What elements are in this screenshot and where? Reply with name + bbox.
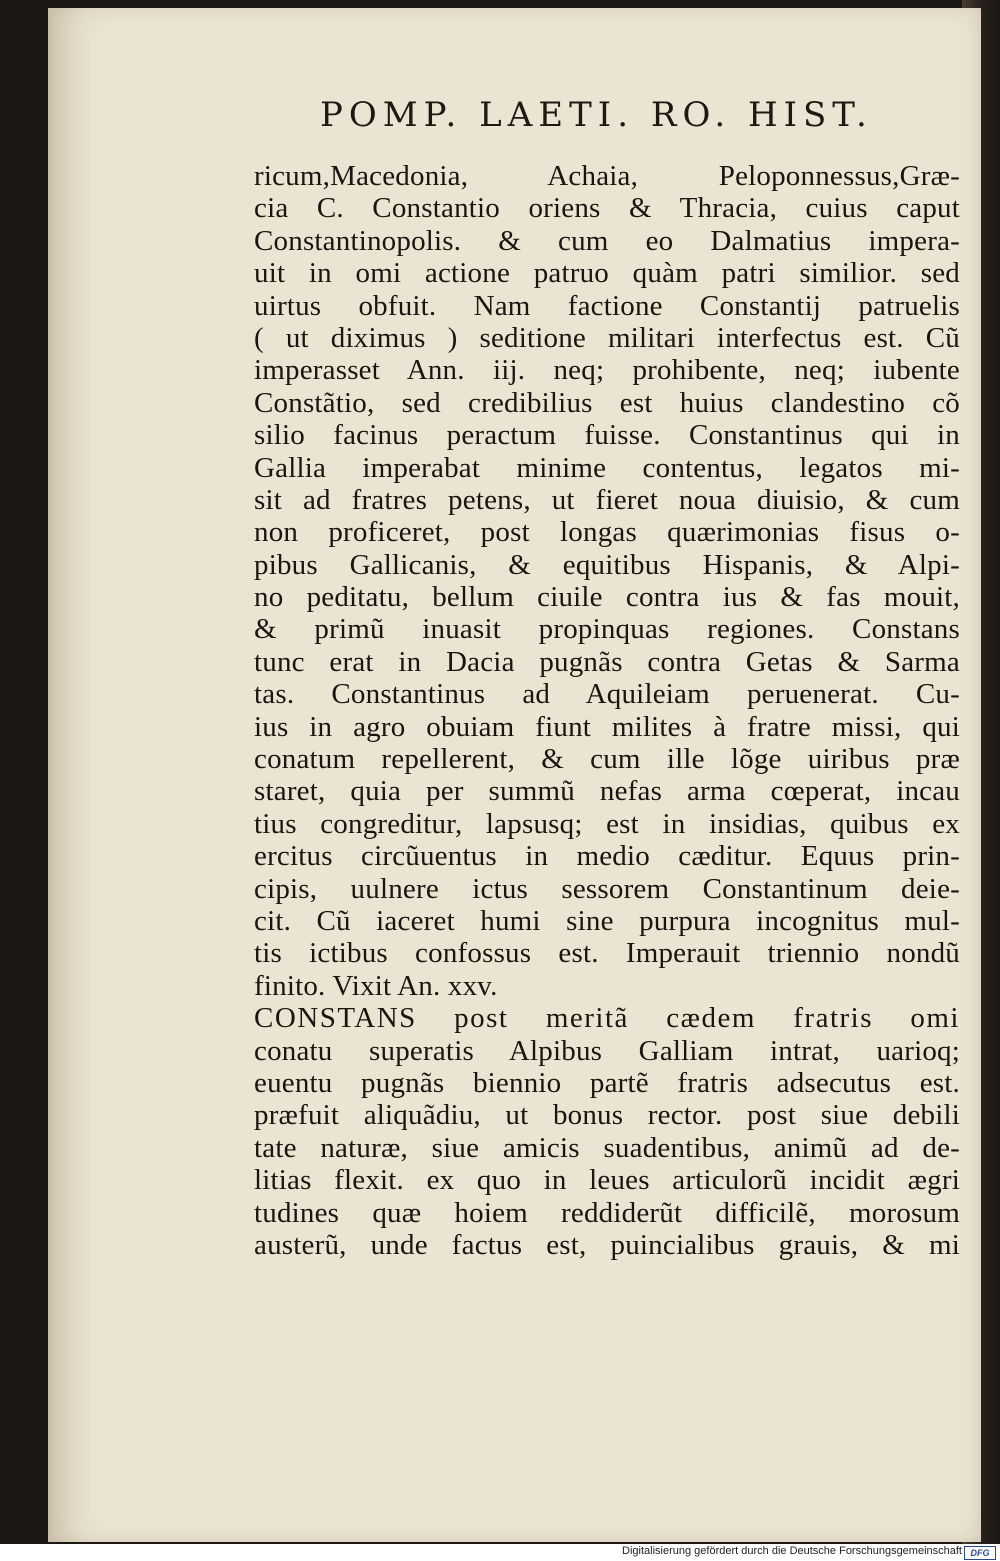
text-line: Constãtio, sed credibilius est huius clandestino cõ [254,386,960,419]
text-line: Gallia imperabat minime contentus, legatos mi- [254,451,960,484]
text-line: ercitus circũuentus in medio cæditur. Equus prin- [254,840,960,873]
text-line: ( ut diximus ) seditione militari interfectus est. Cũ [254,321,960,354]
text-line: Constantinopolis. & cum eo Dalmatius impera- [254,224,960,257]
text-line: non proficeret, post longas quærimonias fisus o- [254,516,960,549]
text-line: silio facinus peractum fuisse. Constantinus qui in [254,419,960,452]
text-line: conatu superatis Alpibus Galliam intrat, uarioq; [254,1034,960,1067]
text-line: finito. Vixit An. xxv. [254,969,498,1002]
running-head: POMP. LAETI. RO. HIST. [320,95,873,135]
text-line: tunc erat in Dacia pugnãs contra Getas & Sarma [254,645,960,678]
text-line: austerũ, unde factus est, puincialibus grauis, & mi [254,1228,960,1261]
text-line: staret, quia per summũ nefas arma cœperat, incau [254,775,960,808]
text-line: tius congreditur, lapsusq; est in insidias, quibus ex [254,807,960,840]
dfg-logo: DFG [964,1546,996,1560]
text-line: euentu pugnãs biennio partẽ fratris adsecutus est. [254,1066,960,1099]
text-line: CONSTANS post meritã cædem fratris omi [254,1002,960,1035]
digitization-footer [0,1544,1000,1561]
funding-credit: Digitalisierung gefördert durch die Deutsche Forschungsgemeinschaft [622,1545,962,1557]
text-line: & primũ inuasit propinquas regiones. Constans [254,613,960,646]
text-line: conatum repellerent, & cum ille lõge uiribus præ [254,743,960,776]
text-line: no peditatu, bellum ciuile contra ius & fas mouit, [254,581,960,614]
text-line: ricum,Macedonia, Achaia, Peloponnessus,Græ- [254,160,960,192]
text-line: cia C. Constantio oriens & Thracia, cuius caput [254,192,960,225]
text-line: uirtus obfuit. Nam factione Constantij patruelis [254,289,960,322]
text-line: cipis, uulnere ictus sessorem Constantinum deie- [254,872,960,905]
text-line: uit in omi actione patruo quàm patri similior. sed [254,257,960,290]
text-line: tudines quæ hoiem reddiderũt difficilẽ, morosum [254,1196,960,1229]
text-line: tate naturæ, siue amicis suadentibus, animũ ad de- [254,1131,960,1164]
text-line: tas. Constantinus ad Aquileiam peruenerat. Cu- [254,678,960,711]
text-line: imperasset Ann. iij. neq; prohibente, neq; iubente [254,354,960,387]
body-text [254,160,960,1261]
text-line: cit. Cũ iaceret humi sine purpura incognitus mul- [254,904,960,937]
text-line: sit ad fratres petens, ut fieret noua diuisio, & cum [254,483,960,516]
text-line: tis ictibus confossus est. Imperauit triennio nondũ [254,937,960,970]
text-line: pibus Gallicanis, & equitibus Hispanis, & Alpi- [254,548,960,581]
text-line: præfuit aliquãdiu, ut bonus rector. post siue debili [254,1099,960,1132]
text-line: litias flexit. ex quo in leues articulorũ incidit ægri [254,1164,960,1197]
text-line: ius in agro obuiam fiunt milites à fratre missi, qui [254,710,960,743]
